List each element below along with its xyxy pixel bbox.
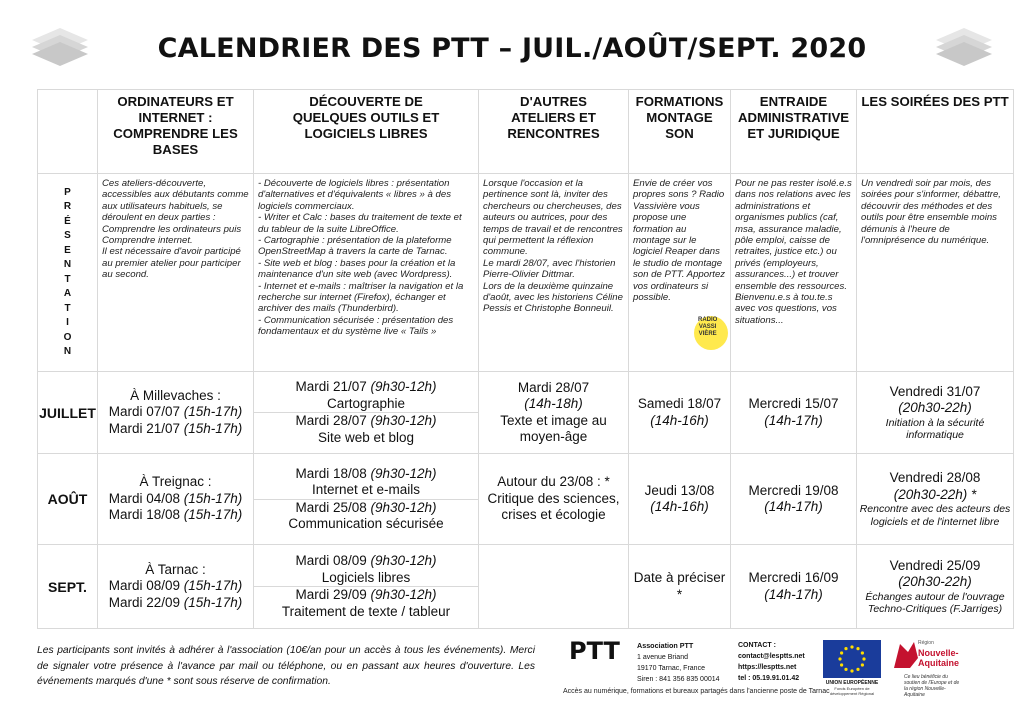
association-siren: Siren : 841 356 835 00014 xyxy=(637,676,720,683)
training-date: Date à préciser * xyxy=(633,570,726,602)
session-time: (15h-17h) xyxy=(183,420,243,436)
software-session-date xyxy=(254,500,478,517)
software-cell xyxy=(254,454,479,545)
software-topic: Site web et blog xyxy=(317,429,415,445)
basics-session xyxy=(99,578,252,595)
presentation-col4: Envie de créer vos propres sons ? Radio Vassivière vous propose une formation au montage sur le logiciel Reaper dans le studio de montage son de PTT. Apportez vos ordinateurs si possible. xyxy=(629,174,731,372)
evening-time: (20h30-22h) xyxy=(898,400,972,415)
eu-star-icon xyxy=(850,645,853,648)
footer-notice: Les participants sont invités à adhérer à l'association (10€/an pour un accès à tous les événements). Merci de signaler votre présence à l'avance par mail ou téléphone, ou en passant aux heures d'ouverture. Les événements marqués d'une * sont sous réserve de confirmation. xyxy=(37,645,535,687)
software-topic: Internet et e-mails xyxy=(311,482,421,497)
eu-star-icon xyxy=(856,668,859,671)
workshop-time: (14h-18h) xyxy=(524,396,583,411)
header-col2: DÉCOUVERTE DE QUELQUES OUTILS ET LOGICIELS LIBRES xyxy=(254,90,479,174)
presentation-letter: T xyxy=(64,273,71,285)
other-workshops-cell xyxy=(479,545,629,629)
presentation-row xyxy=(38,174,1014,372)
presentation-letter: S xyxy=(64,230,71,241)
workshop-topic: Critique des sciences, crises et écologie xyxy=(487,490,620,523)
workshop-date: Autour du 23/08 : * xyxy=(497,474,610,490)
training-time: (14h-16h) xyxy=(650,412,709,428)
presentation-letter: I xyxy=(66,317,69,328)
header-col4: FORMATIONS MONTAGE SON xyxy=(629,90,731,174)
eu-star-icon xyxy=(856,647,859,650)
session-time: (9h30-12h) xyxy=(370,587,437,602)
eu-star-icon xyxy=(844,668,847,671)
session-date: Mardi 08/09 xyxy=(295,553,371,568)
footer-tagline: Accès au numérique, formations et bureaux partagés dans l'ancienne poste de Tarnac xyxy=(563,688,830,695)
header-row xyxy=(38,90,1014,174)
training-date: Samedi 18/07 xyxy=(637,396,722,411)
software-sessions xyxy=(254,553,478,620)
software-session xyxy=(254,412,478,446)
basics-cell xyxy=(98,372,254,454)
session-time: (9h30-12h) xyxy=(370,553,437,568)
session-time: (15h-17h) xyxy=(183,507,243,523)
sound-training-cell xyxy=(629,545,731,629)
evening-date: Vendredi 28/08 xyxy=(889,470,981,485)
software-session-date xyxy=(254,553,478,570)
software-topic: Logiciels libres xyxy=(321,569,411,585)
contact-phone: tel : 05.19.91.01.42 xyxy=(738,675,800,682)
ptt-logo: PTT xyxy=(569,637,620,665)
session-date: Mardi 08/09 xyxy=(108,578,184,594)
region-name-line2: Aquitaine xyxy=(918,658,960,668)
workshop-date: Mardi 28/07 xyxy=(517,379,590,395)
basics-session xyxy=(99,507,252,524)
session-time: (15h-17h) xyxy=(183,578,243,594)
presentation-letter: T xyxy=(64,302,71,314)
radio-logo-line3: VIÈRE xyxy=(698,331,717,337)
header-col5: ENTRAIDE ADMINISTRATIVE ET JURIDIQUE xyxy=(731,90,857,174)
eu-logo xyxy=(823,640,881,696)
association-address: 1 avenue Briand xyxy=(637,654,688,661)
evening-cell xyxy=(857,372,1014,454)
software-session-date xyxy=(254,466,478,483)
association-name: Association PTT xyxy=(637,641,694,650)
association-info xyxy=(637,640,720,685)
eu-star-icon xyxy=(838,657,841,660)
admin-time: (14h-17h) xyxy=(764,586,823,602)
sound-training-cell xyxy=(629,454,731,545)
session-date: Mardi 29/09 xyxy=(295,587,371,602)
header-col3: D'AUTRES ATELIERS ET RENCONTRES xyxy=(479,90,629,174)
software-session xyxy=(254,379,478,412)
basics-place: À Millevaches : xyxy=(130,387,221,403)
month-row-september xyxy=(38,545,1014,629)
software-sessions xyxy=(254,466,478,533)
presentation-col5: Pour ne pas rester isolé.e.s dans nos relations avec les administrations et organismes publics (caf, msa, assurance maladie, pôle emploi, caisse de retraites, justice etc.) ou privés (employeurs, assurances...) et trouver ensemble des ressources. Bienvenu.e.s à tou.te.s avec vos questions, vos situations... xyxy=(731,174,857,372)
session-date: Mardi 07/07 xyxy=(108,404,184,420)
evening-time: (20h30-22h) * xyxy=(893,486,977,502)
session-date: Mardi 04/08 xyxy=(108,490,184,506)
presentation-letter: A xyxy=(63,288,72,299)
session-time: (9h30-12h) xyxy=(370,413,437,428)
session-date: Mardi 21/07 xyxy=(295,379,371,394)
header-col6: LES SOIRÉES DES PTT xyxy=(857,90,1014,174)
evening-topic: Échanges autour de l'ouvrage Techno-Critiques (F.Jarriges) xyxy=(865,590,1005,615)
session-date: Mardi 18/08 xyxy=(295,465,371,481)
region-name-line1: Nouvelle- xyxy=(918,648,959,658)
software-cell xyxy=(254,545,479,629)
software-session xyxy=(254,499,478,533)
month-row-july xyxy=(38,372,1014,454)
admin-help-cell xyxy=(731,545,857,629)
region-caption: Ce lieu bénéficie du soutien de l'Europe et de la région Nouvelle-Aquitaine xyxy=(904,674,960,698)
month-label: AOÛT xyxy=(38,454,98,545)
session-time: (9h30-12h) xyxy=(370,379,437,394)
basics-place: À Tarnac : xyxy=(145,561,206,577)
presentation-letter: É xyxy=(64,215,71,227)
software-topic: Traitement de texte / tableur xyxy=(281,603,451,619)
admin-help-cell xyxy=(731,454,857,545)
admin-time: (14h-17h) xyxy=(764,499,823,514)
admin-date: Mercredi 15/07 xyxy=(748,396,839,411)
session-time: (15h-17h) xyxy=(183,490,243,506)
evening-topic: Initiation à la sécurité informatique xyxy=(885,416,985,441)
evening-time: (20h30-22h) xyxy=(898,574,972,589)
basics-session xyxy=(99,595,252,612)
session-date: Mardi 28/07 xyxy=(295,413,371,428)
eu-star-icon xyxy=(862,657,865,660)
sound-training-cell xyxy=(629,372,731,454)
basics-session xyxy=(99,421,252,438)
region-name xyxy=(918,648,959,668)
eu-star-icon xyxy=(840,651,843,654)
session-time: (9h30-12h) xyxy=(370,465,437,481)
session-time: (9h30-12h) xyxy=(370,499,437,515)
evening-cell xyxy=(857,454,1014,545)
presentation-letter: R xyxy=(63,201,72,212)
software-session-date xyxy=(254,587,478,604)
presentation-label xyxy=(38,174,98,372)
other-workshops-cell xyxy=(479,372,629,454)
eu-star-icon xyxy=(844,647,847,650)
contact-website[interactable]: https://lesptts.net xyxy=(738,664,797,671)
evening-topic: Rencontre avec des acteurs des logiciels et de l'internet libre xyxy=(859,503,1011,528)
corner-cell xyxy=(38,90,98,174)
eu-flag-icon xyxy=(823,640,881,678)
software-session xyxy=(254,553,478,586)
session-time: (15h-17h) xyxy=(183,404,243,420)
basics-cell xyxy=(98,545,254,629)
contact-title: CONTACT : xyxy=(738,642,776,649)
month-label: JUILLET xyxy=(38,372,98,454)
eu-subcaption: Fonds Européen de développement Régional xyxy=(829,686,875,696)
presentation-letter: E xyxy=(64,244,71,256)
basics-session xyxy=(99,404,252,421)
association-city: 19170 Tarnac, France xyxy=(637,665,705,672)
eu-star-icon xyxy=(840,663,843,666)
session-date: Mardi 21/07 xyxy=(108,420,184,436)
header-col1: ORDINATEURS ET INTERNET : COMPRENDRE LES BASES xyxy=(98,90,254,174)
software-topic: Cartographie xyxy=(326,395,406,411)
software-session xyxy=(254,466,478,499)
admin-date: Mercredi 19/08 xyxy=(748,482,839,498)
training-time: (14h-16h) xyxy=(650,499,709,514)
radio-logo-text xyxy=(698,317,717,338)
evening-cell xyxy=(857,545,1014,629)
software-session-date xyxy=(254,379,478,396)
presentation-col6: Un vendredi soir par mois, des soirées pour s'informer, débattre, découvrir des méthodes et des outils pour être ensemble moins démunis à l'heure de l'omniprésence du numérique. xyxy=(857,174,1014,372)
session-time: (15h-17h) xyxy=(183,594,243,610)
eu-star-icon xyxy=(850,669,853,672)
software-topic: Communication sécurisée xyxy=(288,516,444,531)
eu-star-icon xyxy=(861,663,864,666)
workshop-topic: Texte et image au moyen-âge xyxy=(500,412,607,444)
presentation-col3: Lorsque l'occasion et la pertinence sont là, inviter des chercheurs ou chercheuses, des auteurs ou autrices, pour des temps de travail et de rencontres qui permettent la réflexion commune. Le mardi 28/07, avec l'historien Pierre-Olivier Dittmar. Lors de la deuxième quinzaine d'août, avec les historiens Céline Pessis et Christophe Bonneuil. xyxy=(479,174,629,372)
presentation-col1: Ces ateliers-découverte, accessibles aux débutants comme aux utilisateurs habituels, se déroulent en deux parties : Comprendre les ordinateurs puis Comprendre internet. Il est nécessaire d'avoir participé au premier atelier pour participer au second. xyxy=(98,174,254,372)
region-small-label: Région xyxy=(918,640,934,646)
month-row-august xyxy=(38,454,1014,545)
admin-help-cell xyxy=(731,372,857,454)
radio-logo-line2: VASSI xyxy=(698,324,717,330)
session-date: Mardi 25/08 xyxy=(295,499,371,515)
basics-session xyxy=(99,491,252,508)
radio-vassiviere-logo xyxy=(684,311,730,355)
other-workshops-cell xyxy=(479,454,629,545)
software-session xyxy=(254,586,478,620)
training-date: Jeudi 13/08 xyxy=(644,482,715,498)
contact-email[interactable]: contact@lesptts.net xyxy=(738,653,805,660)
eu-star-icon xyxy=(861,651,864,654)
session-date: Mardi 18/08 xyxy=(108,507,184,523)
basics-cell xyxy=(98,454,254,545)
presentation-col2: - Découverte de logiciels libres : présentation d'alternatives et d'équivalents « libres » à des logiciels commerciaux. - Writer et Calc : bases du traitement de texte et du tableur de la suite LibreOffice. - Cartographie : présentation de la plateforme OpenStreetMap à travers la carte de Tarnac. - Site web et blog : bases pour la création et la maintenance d'un site web (avec Wordpress). - Internet et e-mails : maîtriser la navigation et la recherche sur internet (Firefox), échanger et archiver des mails (Thunderbird). - Communication sécurisée : présentation des fondamentaux et du système live « Tails » xyxy=(254,174,479,372)
software-cell xyxy=(254,372,479,454)
contact-info xyxy=(738,640,805,684)
presentation-letter: N xyxy=(63,346,72,357)
evening-date: Vendredi 31/07 xyxy=(889,383,981,399)
software-session-date xyxy=(254,413,478,430)
eu-caption: UNION EUROPÉENNE xyxy=(825,680,879,686)
admin-date: Mercredi 16/09 xyxy=(748,570,839,585)
month-label: SEPT. xyxy=(38,545,98,629)
presentation-letter: N xyxy=(63,259,72,270)
software-sessions xyxy=(254,379,478,446)
calendar-table xyxy=(37,89,1014,629)
page-title: CALENDRIER DES PTT – JUIL./AOÛT/SEPT. 2020 xyxy=(157,33,867,64)
basics-place: À Treignac : xyxy=(139,474,212,490)
admin-time: (14h-17h) xyxy=(764,412,823,428)
radio-logo-line1: RADIO xyxy=(698,317,718,323)
presentation-letter: O xyxy=(63,331,72,343)
session-date: Mardi 22/09 xyxy=(108,594,184,610)
presentation-letter: P xyxy=(64,186,71,198)
evening-date: Vendredi 25/09 xyxy=(889,557,981,573)
